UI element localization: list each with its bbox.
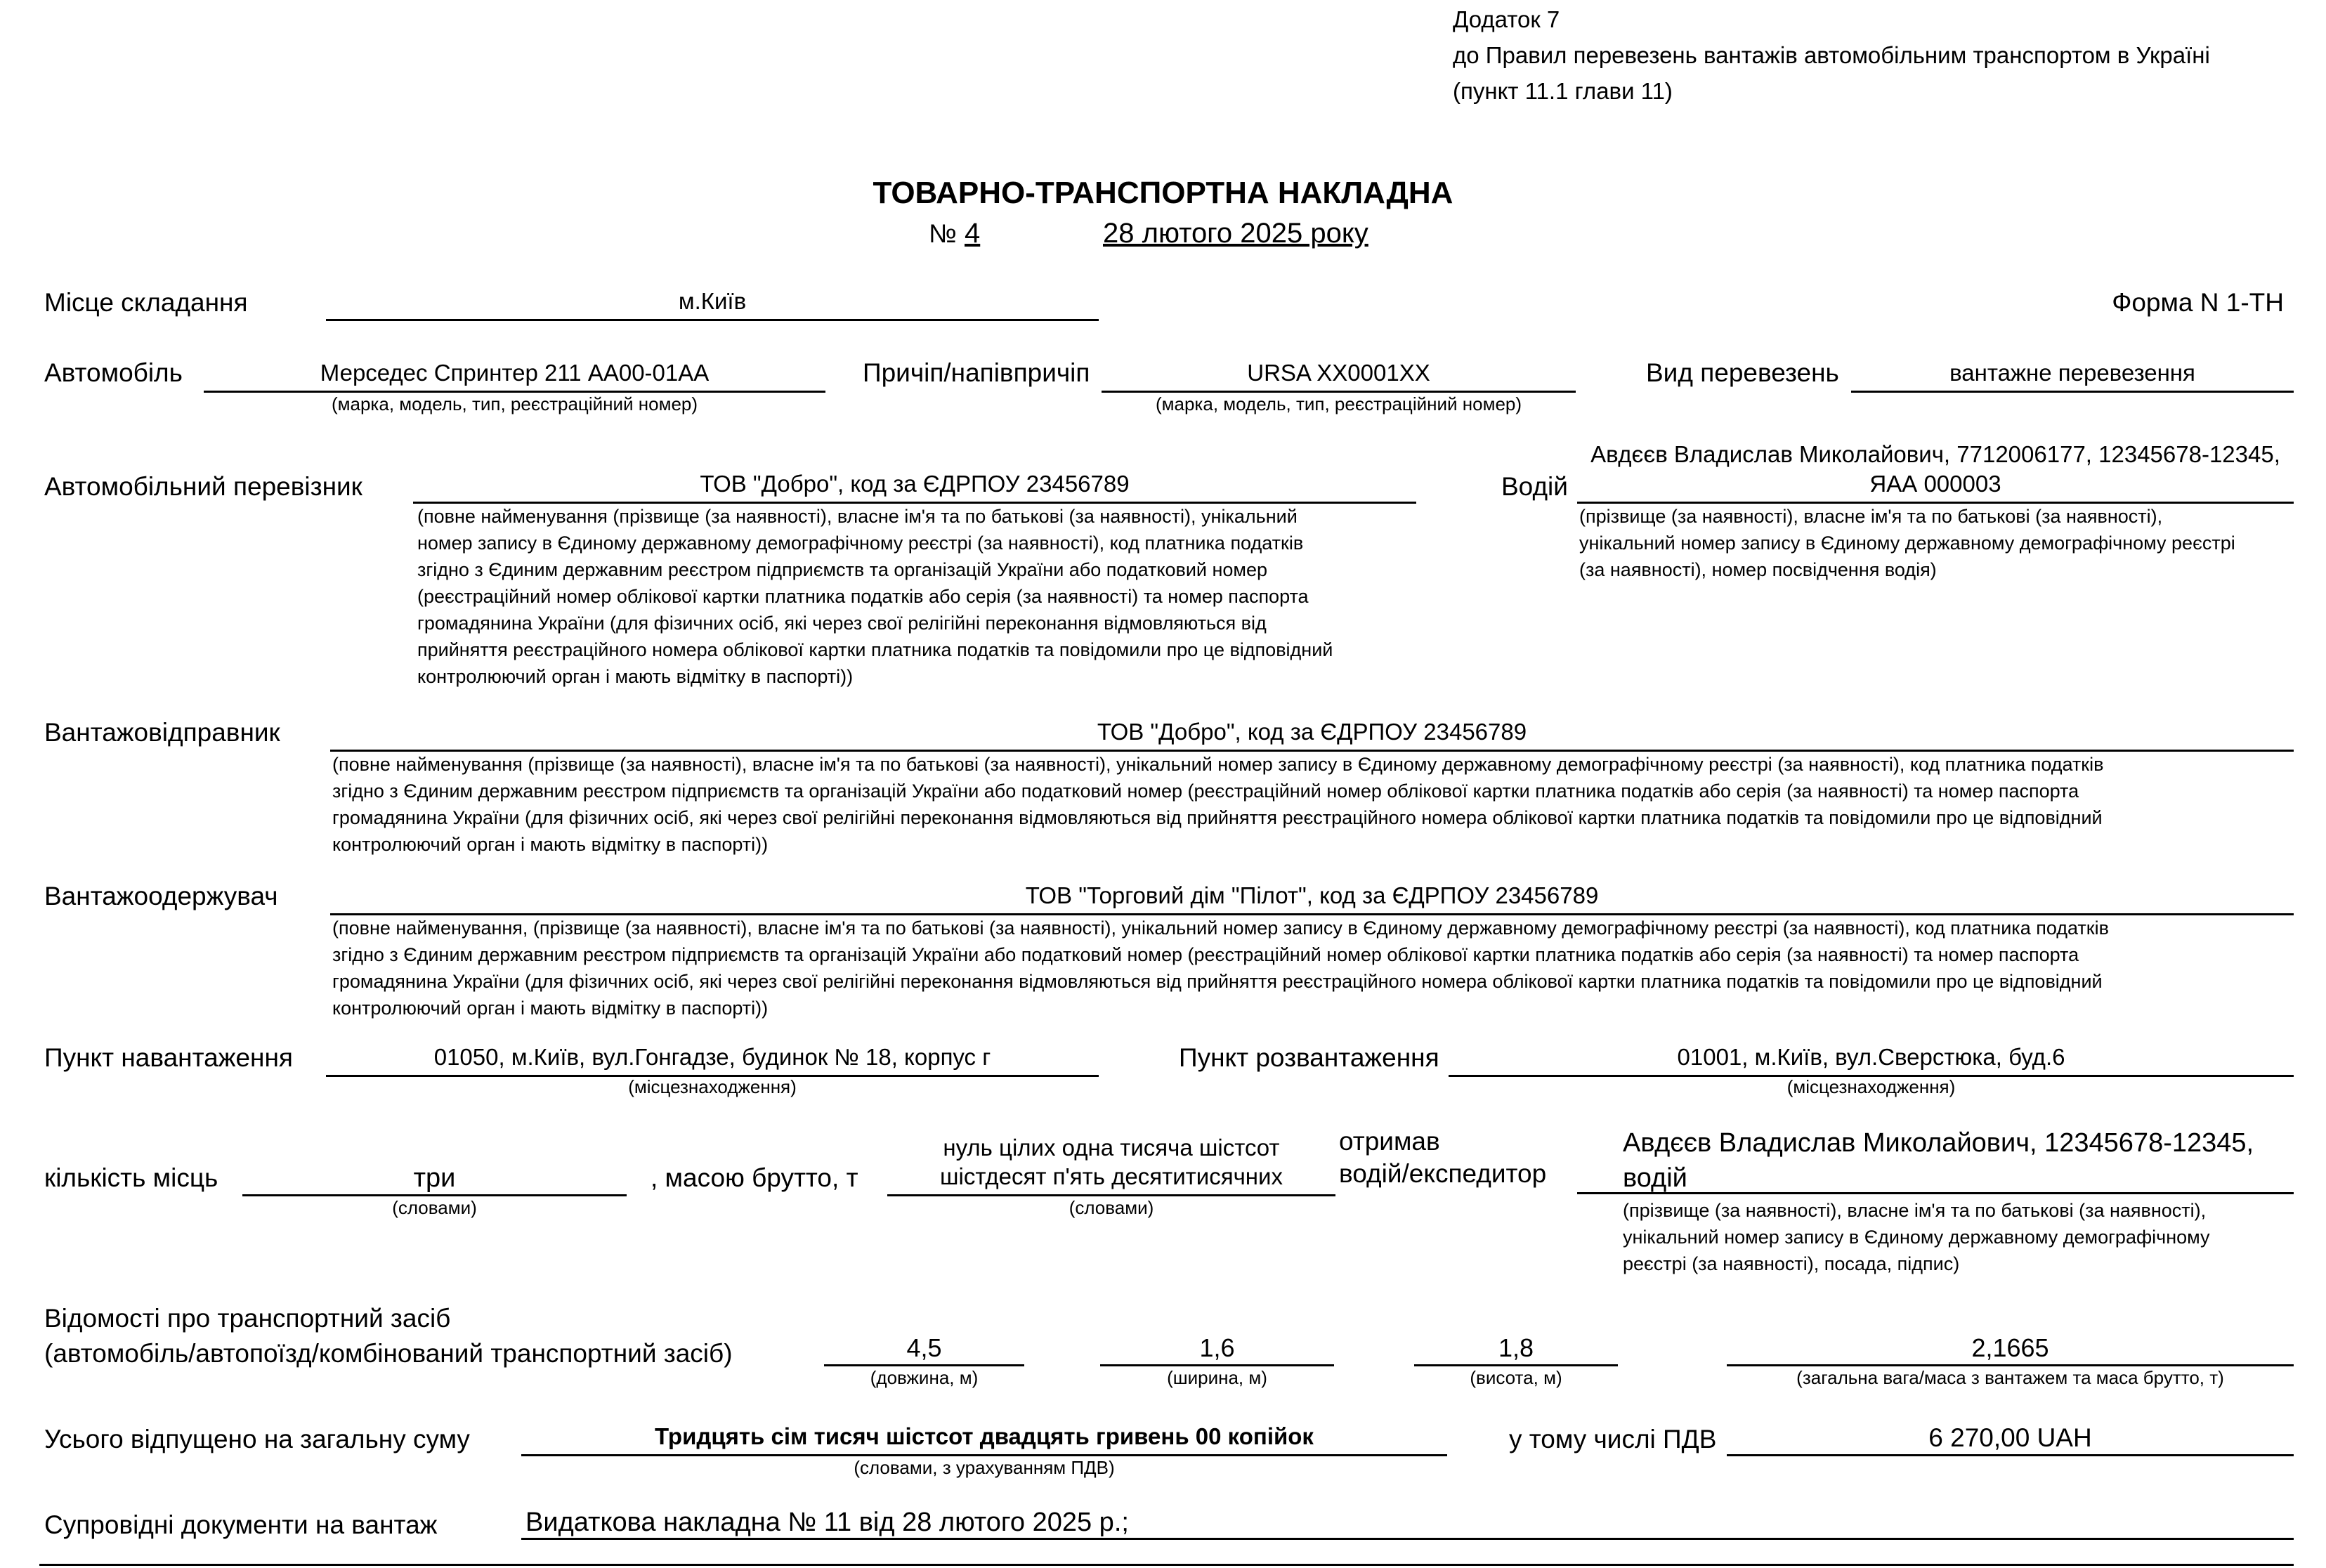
appendix-note [1453, 1, 2210, 109]
vehicle-weight-caption: (загальна вага/маса з вантажем та маса брутто, т) [1796, 1367, 2224, 1388]
received-value-line-1: Авдєєв Владислав Миколайович, 12345678-12345, [1623, 1128, 2254, 1158]
vat-value: 6 270,00 UAH [1727, 1423, 2294, 1456]
document-date: 28 лютого 2025 року [1103, 218, 1368, 249]
gross-mass-value-line-2: шістдесят п'ять десятитисячних [887, 1163, 1335, 1196]
vat-label: у тому числі ПДВ [1509, 1425, 1717, 1453]
received-caption: (прізвище (за наявності), власне ім'я та по батькові (за наявності), унікальний номер запису в Єдиному державному демографічному реєстрі (за наявності), посада, підпис) [1623, 1200, 2210, 1274]
document-number: 4 [965, 218, 981, 249]
received-label: отримав водій/експедитор [1339, 1127, 1547, 1188]
consignee-label: Вантажоодержувач [44, 882, 278, 910]
vehicle-width-value: 1,6 [1100, 1333, 1334, 1366]
shipper-label: Вантажовідправник [44, 718, 280, 747]
vehicle-width-caption: (ширина, м) [1167, 1367, 1267, 1388]
gross-mass-value-line-1: нуль цілих одна тисяча шістсот [943, 1135, 1280, 1161]
driver-value-line-2: ЯАА 000003 [1577, 471, 2294, 504]
place-label: Місце складання [44, 288, 248, 317]
documents-value: Видаткова накладна № 11 від 28 лютого 2025 р.; [521, 1508, 2294, 1540]
carrier-caption: (повне найменування (прізвище (за наявності), власне ім'я та по батькові (за наявності), унікальний номер запису в Єдиному державному демографічному реєстрі (за наявності), код платника податків згідно з Єдиним державним реєстром підприємств та організацій України або податковий номер (реєстраційний номер облікової картки платника податків або серія (за наявності) та номер паспорта громадянина України (для фізичних осіб, які через свої релігійні переконання відмовляються від прийняття реєстраційного номера облікової картки платника податків та повідомили про це відповідний контролюючий орган і мають відмітку в паспорті)) [417, 506, 1333, 687]
unloading-point-label: Пункт розвантаження [1179, 1043, 1439, 1072]
gross-mass-label: , масою брутто, т [651, 1163, 858, 1192]
places-value: три [242, 1163, 627, 1196]
transport-type-label: Вид перевезень [1646, 358, 1839, 387]
unloading-point-value: 01001, м.Київ, вул.Сверстюка, буд.6 [1449, 1044, 2294, 1077]
unloading-point-caption: (місцезнаходження) [1786, 1076, 1956, 1097]
number-label: № [929, 219, 957, 248]
vehicle-label: Автомобіль [44, 358, 183, 387]
consignee-caption: (повне найменування, (прізвище (за наявності), власне ім'я та по батькові (за наявності), унікальний номер запису в Єдиному державному демографічному реєстрі (за наявності), код платника податків згідно з Єдиним державним реєстром підприємств та організацій України або податковий номер (реєстраційний номер облікової картки платника податків або серія (за наявності) та номер паспорта громадянина України (для фізичних осіб, які через свої релігійні переконання відмовляються від прийняття реєстраційного номера облікової картки платника податків та повідомили про це відповідний контролюючий орган і мають відмітку в паспорті)) [332, 917, 2109, 1019]
total-caption: (словами, з урахуванням ПДВ) [854, 1457, 1115, 1478]
transport-type-value: вантажне перевезення [1851, 360, 2294, 393]
driver-caption: (прізвище (за наявності), власне ім'я та по батькові (за наявності), унікальний номер запису в Єдиному державному демографічному реєстрі (за наявності), номер посвідчення водія) [1579, 506, 2235, 580]
loading-point-label: Пункт навантаження [44, 1043, 293, 1072]
shipper-caption: (повне найменування (прізвище (за наявності), власне ім'я та по батькові (за наявності), унікальний номер запису в Єдиному державному демографічному реєстрі (за наявності), код платника податків згідно з Єдиним державним реєстром підприємств та організацій України або податковий номер (реєстраційний номер облікової картки платника податків або серія (за наявності) та номер паспорта громадянина України (для фізичних осіб, які через свої релігійні переконання відмовляються від прийняття реєстраційного номера облікової картки платника податків та повідомили про це відповідний контролюючий орган і мають відмітку в паспорті)) [332, 754, 2104, 855]
form-label: Форма N 1-ТН [2112, 288, 2284, 317]
trailer-label: Причіп/напівпричіп [863, 358, 1090, 387]
vehicle-height-value: 1,8 [1414, 1333, 1618, 1366]
trailer-caption: (марка, модель, тип, реєстраційний номер) [1155, 393, 1522, 414]
vehicle-height-caption: (висота, м) [1470, 1367, 1562, 1388]
loading-point-caption: (місцезнаходження) [628, 1076, 797, 1097]
place-value: м.Київ [326, 288, 1099, 321]
carrier-value: ТОВ "Добро", код за ЄДРПОУ 23456789 [413, 471, 1416, 504]
total-label: Усього відпущено на загальну суму [44, 1425, 470, 1453]
appendix-line-1: Додаток 7 [1453, 6, 1560, 32]
carrier-label: Автомобільний перевізник [44, 472, 362, 501]
shipper-value: ТОВ "Добро", код за ЄДРПОУ 23456789 [330, 719, 2294, 752]
vehicle-length-caption: (довжина, м) [870, 1367, 979, 1388]
places-caption: (словами) [392, 1197, 477, 1218]
bottom-divider [39, 1564, 2294, 1566]
vehicle-value: Мерседес Спринтер 211 АА00-01АА [204, 360, 825, 393]
loading-point-value: 01050, м.Київ, вул.Гонгадзе, будинок № 18, корпус г [326, 1044, 1099, 1077]
appendix-line-3: (пункт 11.1 глави 11) [1453, 78, 1673, 104]
received-value-line-2: водій [1577, 1163, 2294, 1194]
consignee-value: ТОВ "Торговий дім "Пілот", код за ЄДРПОУ 23456789 [330, 882, 2294, 915]
documents-label: Супровідні документи на вантаж [44, 1510, 438, 1539]
document-title: ТОВАРНО-ТРАНСПОРТНА НАКЛАДНА [873, 176, 1453, 210]
gross-mass-caption: (словами) [1069, 1197, 1154, 1218]
vehicle-weight-value: 2,1665 [1727, 1333, 2294, 1366]
appendix-line-2: до Правил перевезень вантажів автомобільним транспортом в Україні [1453, 42, 2210, 68]
total-value: Тридцять сім тисяч шістсот двадцять гривень 00 копійок [521, 1423, 1447, 1456]
trailer-value: URSA XX0001XX [1102, 360, 1576, 393]
vehicle-info-label: Відомості про транспортний засіб (автомобіль/автопоїзд/комбінований транспортний засіб) [44, 1304, 733, 1368]
driver-label: Водій [1501, 472, 1568, 501]
vehicle-caption: (марка, модель, тип, реєстраційний номер) [331, 393, 698, 414]
places-label: кількість місць [44, 1163, 218, 1192]
vehicle-length-value: 4,5 [824, 1333, 1024, 1366]
driver-value-line-1: Авдєєв Владислав Миколайович, 7712006177, 12345678-12345, [1590, 441, 2280, 467]
